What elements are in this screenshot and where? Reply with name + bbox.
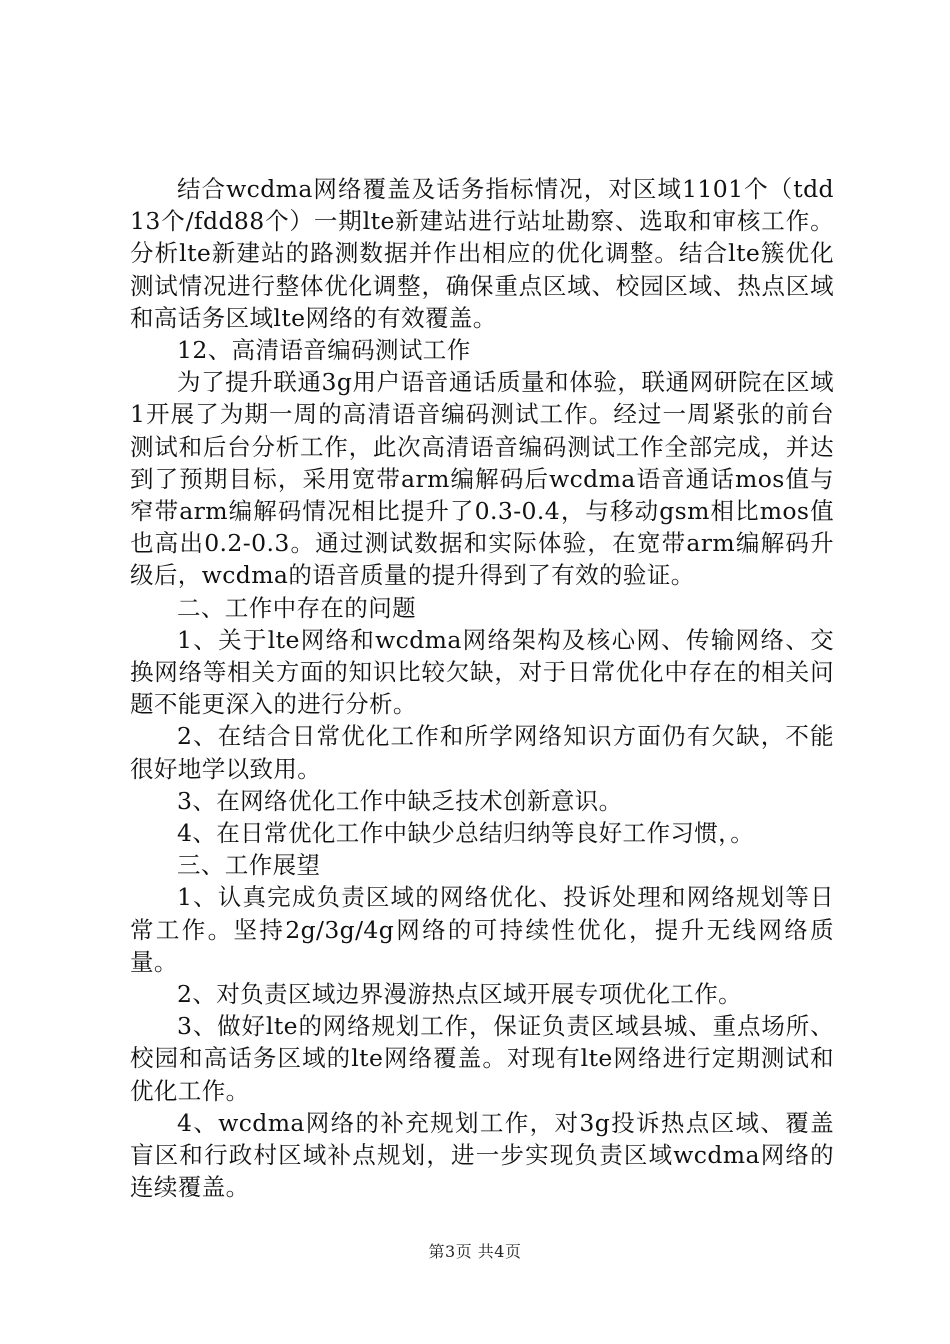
paragraph-outlook-3: 3、做好lte的网络规划工作，保证负责区域县城、重点场所、校园和高话务区域的lte网络覆盖。对现有lte网络进行定期测试和优化工作。 xyxy=(130,1012,834,1105)
heading-problems: 二、工作中存在的问题 xyxy=(177,593,416,622)
paragraph-problem-1: 1、关于lte网络和wcdma网络架构及核心网、传输网络、交换网络等相关方面的知识比较欠缺，对于日常优化中存在的相关问题不能更深入的进行分析。 xyxy=(130,625,834,719)
paragraph-problem-4: 4、在日常优化工作中缺少总结归纳等良好工作习惯，。 xyxy=(177,819,755,848)
document-body xyxy=(130,173,834,1204)
paragraph-problem-2: 2、在结合日常优化工作和所学网络知识方面仍有欠缺，不能很好地学以致用。 xyxy=(130,722,834,783)
heading-hd-voice-test: 12、高清语音编码测试工作 xyxy=(177,336,471,365)
paragraph-problem-3: 3、在网络优化工作中缺乏技术创新意识。 xyxy=(177,786,623,815)
paragraph-hd-voice-test: 为了提升联通3g用户语音通话质量和体验，联通网研院在区域1开展了为期一周的高清语音编码测试工作。经过一周紧张的前台测试和后台分析工作，此次高清语音编码测试工作全部完成，并达到了预期目标，采用宽带arm编解码后wcdma语音通话mos值与窄带arm编解码情况相比提升了0.3-0.4，与移动gsm相比mos值也高出0.2-0.3。通过测试数据和实际体验，在宽带arm编解码升级后，wcdma的语音质量的提升得到了有效的验证。 xyxy=(130,368,834,590)
paragraph-outlook-1: 1、认真完成负责区域的网络优化、投诉处理和网络规划等日常工作。坚持2g/3g/4g网络的可持续性优化，提升无线网络质量。 xyxy=(130,883,834,976)
heading-outlook: 三、工作展望 xyxy=(177,851,321,880)
paragraph-outlook-2: 2、对负责区域边界漫游热点区域开展专项优化工作。 xyxy=(177,980,743,1009)
paragraph-lte-site-survey: 结合wcdma网络覆盖及话务指标情况，对区域1101个（tdd13个/fdd88个）一期lte新建站进行站址勘察、选取和审核工作。分析lte新建站的路测数据并作出相应的优化调整。结合lte簇优化测试情况进行整体优化调整，确保重点区域、校园区域、热点区域和高话务区域lte网络的有效覆盖。 xyxy=(130,175,834,332)
page-number-footer: 第3页 共4页 xyxy=(428,1242,522,1261)
paragraph-outlook-4: 4、wcdma网络的补充规划工作，对3g投诉热点区域、覆盖盲区和行政村区域补点规划，进一步实现负责区域wcdma网络的连续覆盖。 xyxy=(130,1108,834,1202)
